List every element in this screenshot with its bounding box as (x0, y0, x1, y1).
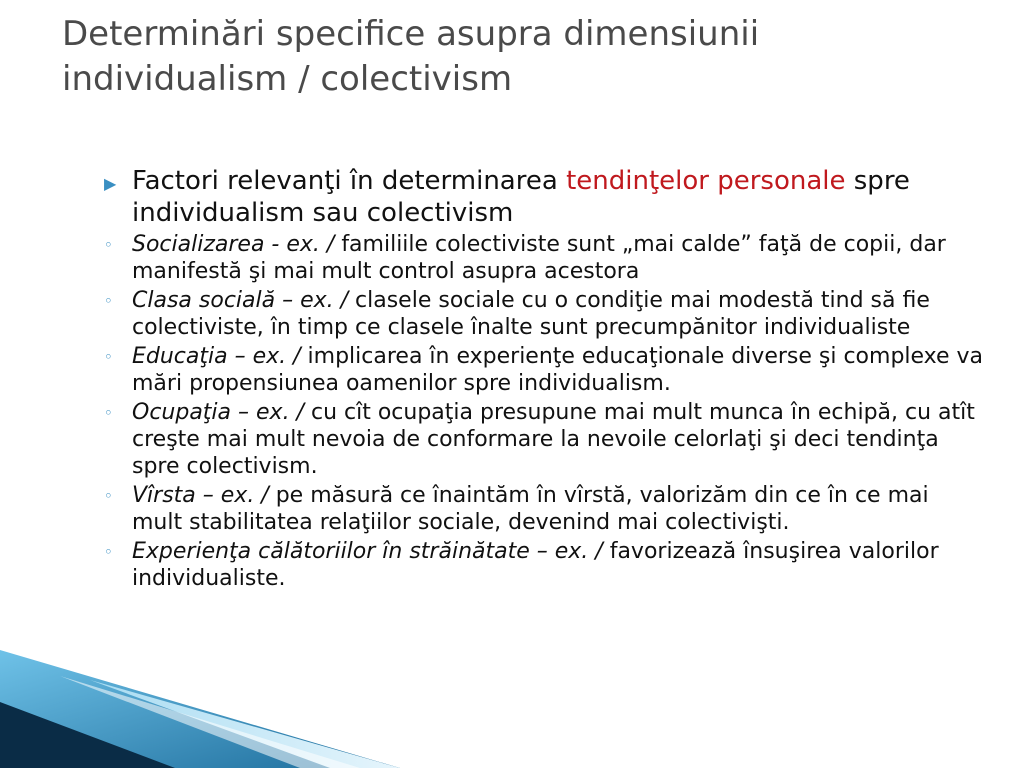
slide-content (104, 165, 984, 594)
sub-bullet-clasa-sociala (104, 287, 984, 341)
slide-title: Determinări specifice asupra dimensiunii individualism / colectivism (62, 14, 760, 99)
sub-bullet-text: cu cît ocupaţia presupune mai mult munca în echipă, cu atît creşte mai mult nevoia de conformare la nevoile celorlaţi şi deci tendinţa spre colectivism. (132, 400, 975, 479)
sub-bullet-experienta (104, 538, 984, 592)
circle-bullet-icon: ◦ (104, 543, 113, 561)
corner-wave-light (90, 680, 400, 768)
circle-bullet-icon: ◦ (104, 348, 113, 366)
main-bullet-text-1: Factori relevanţi în determinarea (132, 166, 567, 196)
sub-bullet-text: familiile colectiviste sunt „mai calde” faţă de copii, dar manifestă şi mai mult control asupra acestora (132, 232, 946, 284)
corner-wave-blue (0, 650, 400, 768)
corner-decoration (0, 640, 400, 768)
corner-wave-dark (0, 702, 175, 768)
circle-bullet-icon: ◦ (104, 292, 113, 310)
sub-bullet-label: Vîrsta – ex. / (132, 483, 276, 508)
sub-bullet-text: implicarea în experienţe educaţionale diverse şi complexe va mări propensiunea oamenilor spre individualism. (132, 344, 984, 396)
main-bullet (104, 165, 984, 229)
sub-bullet-label: Educaţia – ex. / (132, 344, 308, 369)
circle-bullet-icon: ◦ (104, 404, 113, 422)
circle-bullet-icon: ◦ (104, 236, 113, 254)
sub-bullet-educatia (104, 343, 984, 397)
main-bullet-text-2: spre individualism sau colectivism (132, 166, 910, 228)
sub-bullet-label: Clasa socială – ex. / (132, 288, 356, 313)
sub-bullet-label: Ocupaţia – ex. / (132, 400, 311, 425)
sub-bullet-text: clasele sociale cu o condiţie mai modestă tind să fie colectiviste, în timp ce clasele înalte sunt precumpănitor individualiste (132, 288, 930, 340)
circle-bullet-icon: ◦ (104, 487, 113, 505)
arrow-right-icon: ▶ (104, 174, 117, 193)
sub-bullet-text: favorizează însuşirea valorilor individualiste. (132, 539, 939, 591)
corner-wave-highlight (60, 676, 360, 768)
sub-bullet-label: Socializarea - ex. / (132, 232, 342, 257)
sub-bullet-ocupatia (104, 399, 984, 480)
sub-bullet-socializarea (104, 231, 984, 285)
sub-bullet-text: pe măsură ce înaintăm în vîrstă, valorizăm din ce în ce mai mult stabilitatea relaţiilor sociale, devenind mai colectivişti. (132, 483, 929, 535)
sub-bullet-list (104, 231, 984, 592)
sub-bullet-virsta (104, 482, 984, 536)
main-bullet-highlight: tendinţelor personale (566, 166, 846, 196)
sub-bullet-label: Experienţa călătoriilor în străinătate – ex. / (132, 539, 610, 564)
